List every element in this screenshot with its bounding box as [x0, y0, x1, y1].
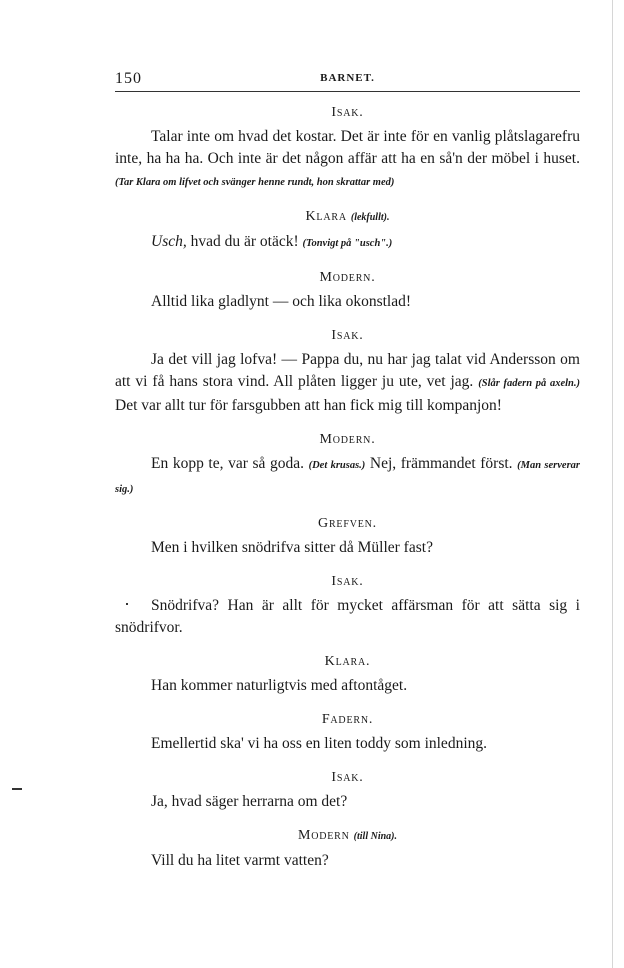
dialogue-text: Han kommer naturligtvis med aftontåget. — [151, 677, 408, 694]
stage-direction: (Det krusas.) — [308, 460, 366, 471]
page-number: 150 — [115, 70, 142, 87]
speaker-name: Grefven. — [318, 516, 377, 531]
speaker-name: Modern. — [319, 432, 376, 447]
page-edge — [612, 0, 613, 968]
speaker-name: Klara (lekfullt). — [305, 209, 390, 224]
stage-direction: (Man serverar sig.) — [115, 460, 580, 495]
page-header — [115, 70, 580, 92]
dialogue-text: Men i hvilken snödrifva sitter då Müller fast? — [151, 539, 433, 556]
speaker-name: Klara. — [324, 654, 371, 669]
dialogue-text: Talar inte om hvad det kostar. Det är inte för en vanlig plåtslagarefru inte, ha ha ha. Och inte är det någon affär att ha en så'n der möbel i huset. (Tar Klara om lifvet och svänger henne rundt, hon skrattar med) — [115, 128, 580, 188]
speaker-name: Modern (till Nina). — [297, 828, 398, 843]
speaker-name: Isak. — [331, 105, 364, 120]
speaker-name: Isak. — [331, 770, 364, 785]
dialogue-text: Usch, hvad du är otäck! (Tonvigt på "usch".) — [151, 233, 393, 250]
dialogue-text: En kopp te, var så goda. (Det krusas.) Nej, främmandet först. (Man serverar sig.) — [115, 455, 580, 495]
stage-direction: (lekfullt). — [350, 212, 390, 223]
speck-mark — [126, 603, 128, 605]
dialogue-text: Snödrifva? Han är allt för mycket affärsman för att sätta sig i snödrifvor. — [115, 597, 580, 636]
stage-direction: (till Nina). — [353, 831, 398, 842]
stage-direction: (Tar Klara om lifvet och svänger henne rundt, hon skrattar med) — [115, 177, 395, 188]
running-head: BARNET. — [320, 72, 375, 84]
speaker-name: Modern. — [319, 270, 376, 285]
dialogue-text: Vill du ha litet varmt vatten? — [151, 852, 329, 869]
speaker-name: Isak. — [331, 328, 364, 343]
page-body — [115, 102, 580, 872]
speaker-name: Fadern. — [321, 712, 374, 727]
stage-direction: (Slår fadern på axeln.) — [478, 378, 581, 389]
header-rule — [115, 91, 580, 92]
margin-mark — [12, 788, 22, 790]
dialogue-text: Alltid lika gladlynt — och lika okonstlad! — [151, 293, 412, 310]
speaker-name: Isak. — [331, 574, 364, 589]
dialogue-text: Emellertid ska' vi ha oss en liten toddy som inledning. — [151, 735, 487, 752]
stage-direction: (Tonvigt på "usch".) — [302, 238, 393, 249]
dialogue-text: Ja, hvad säger herrarna om det? — [151, 793, 348, 810]
dialogue-text: Ja det vill jag lofva! — Pappa du, nu har jag talat vid Andersson om att vi få hans stora vind. All plåten ligger ju ute, vet jag. (Slår fadern på axeln.) Det var allt tur för farsgubben att han fick mig till kompanjon! — [115, 351, 581, 414]
